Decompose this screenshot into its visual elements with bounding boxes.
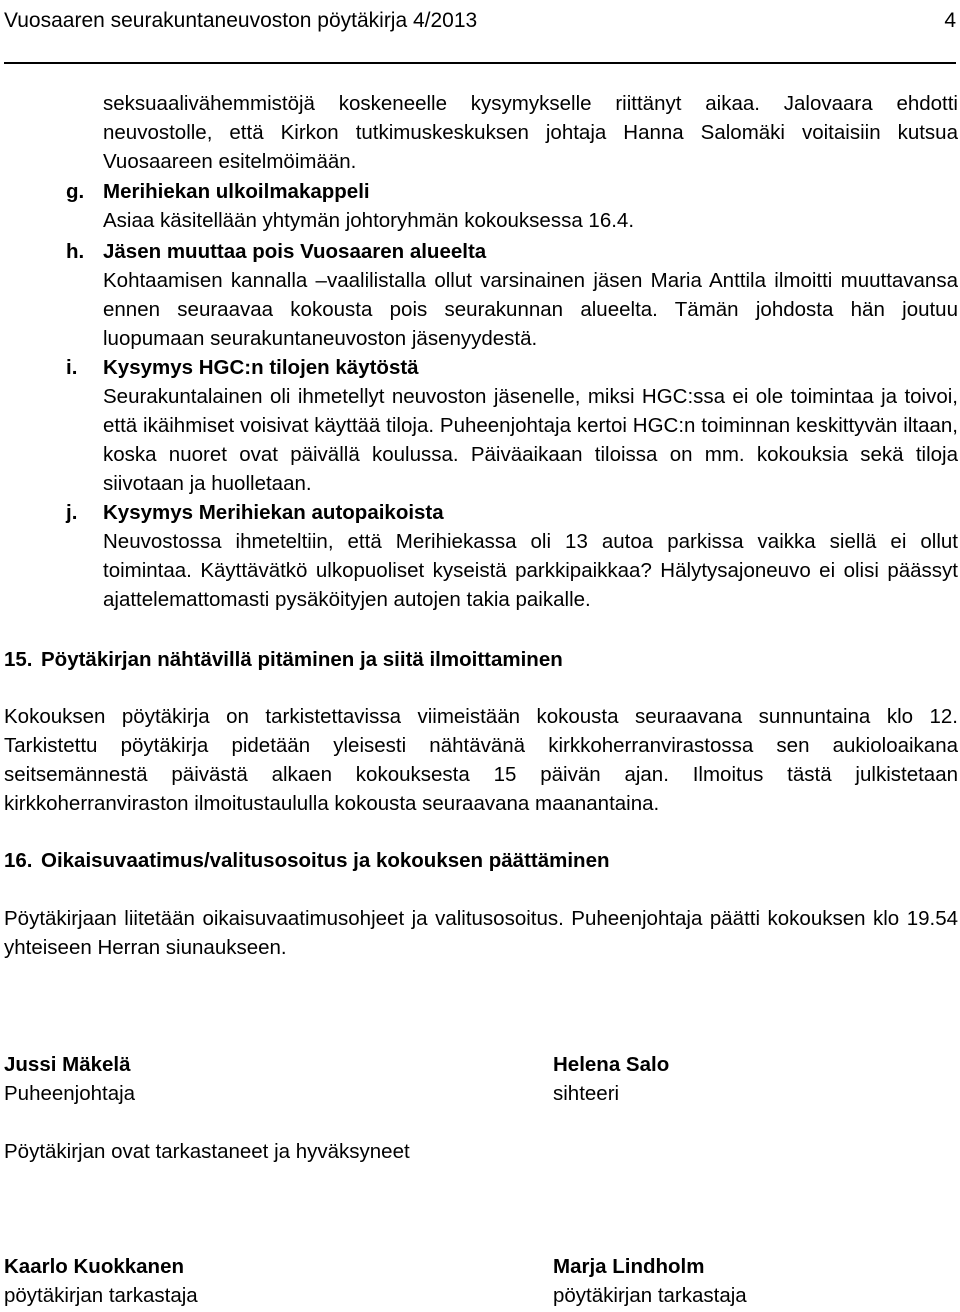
page-number: 4 xyxy=(944,9,956,32)
item-heading: Kysymys HGC:n tilojen käytöstä xyxy=(103,356,419,379)
section-number: 15. xyxy=(4,648,33,671)
signature-role-examiner-2: pöytäkirjan tarkastaja xyxy=(553,1284,747,1307)
section-title: Pöytäkirjan nähtävillä pitäminen ja siitä ilmoittaminen xyxy=(41,648,563,671)
section-title: Oikaisuvaatimus/valitusosoitus ja kokouksen päättäminen xyxy=(41,849,610,872)
item-body: Asiaa käsitellään yhtymän johtoryhmän kokouksessa 16.4. xyxy=(103,209,635,232)
page-header xyxy=(4,2,956,64)
intro-paragraph: seksuaalivähemmistöjä koskeneelle kysymykselle riittänyt aikaa. Jalovaara ehdotti neuvostolle, että Kirkon tutkimuskeskuksen johtaja Hanna Salomäki voitaisiin kutsua Vuosaareen esitelmöimään. xyxy=(103,92,958,173)
section-16-heading xyxy=(4,846,610,875)
section-16-body: Pöytäkirjaan liitetään oikaisuvaatimusohjeet ja valitusosoitus. Puheenjohtaja päätti kokouksen klo 19.54 yhteiseen Herran siunaukseen. xyxy=(4,907,958,959)
item-letter: g. xyxy=(66,180,85,203)
item-letter: h. xyxy=(66,240,85,263)
section-15-body: Kokouksen pöytäkirja on tarkistettavissa viimeistään kokousta seuraavana sunnuntaina klo 12. Tarkistettu pöytäkirja pidetään yleisesti nähtävänä kirkkoherranvirastossa sen aukioloaikana seitsemännestä päivästä alkaen kokouksesta 15 päivän ajan. Ilmoitus tästä julkistetaan kirkkoherranviraston ilmoitustaululla kokousta seuraavana maanantaina. xyxy=(4,705,958,815)
signature-name-examiner-1: Kaarlo Kuokkanen xyxy=(4,1255,184,1278)
document-title: Vuosaaren seurakuntaneuvoston pöytäkirja 4/2013 xyxy=(4,9,478,32)
item-body: Seurakuntalainen oli ihmetellyt neuvoston jäsenelle, miksi HGC:ssa ei ole toimintaa ja toivoi, että ikäihmiset voisivat käyttää tiloja. Puheenjohtaja kertoi HGC:n toiminnan keskittyvän iltaan, koska nuoret ovat päivällä koulussa. Päiväaikaan tiloissa on mm. kokouksia sekä tiloja siivotaan ja huolletaan. xyxy=(103,385,958,495)
item-body: Kohtaamisen kannalla –vaalilistalla ollut varsinainen jäsen Maria Anttila ilmoitti muuttavansa ennen seuraavaa kokousta pois seurakunnan alueelta. Tämän johdosta hän joutuu luopumaan seurakuntaneuvoston jäsenyydestä. xyxy=(103,269,958,350)
item-letter: j. xyxy=(66,501,78,524)
signature-role-secretary: sihteeri xyxy=(553,1082,620,1105)
item-letter: i. xyxy=(66,356,78,379)
item-heading: Kysymys Merihiekan autopaikoista xyxy=(103,501,444,524)
item-heading: Merihiekan ulkoilmakappeli xyxy=(103,180,370,203)
section-number: 16. xyxy=(4,849,33,872)
signature-role-examiner-1: pöytäkirjan tarkastaja xyxy=(4,1284,198,1307)
signature-role-chair: Puheenjohtaja xyxy=(4,1082,136,1105)
item-heading: Jäsen muuttaa pois Vuosaaren alueelta xyxy=(103,240,487,263)
signature-name-examiner-2: Marja Lindholm xyxy=(553,1255,705,1278)
item-body: Neuvostossa ihmeteltiin, että Merihiekassa oli 13 autoa parkissa vaikka siellä ei ollut toimintaa. Käyttävätkö ulkopuoliset kyseistä parkkipaikkaa? Hälytysajoneuvo ei olisi päässyt ajattelemattomasti pysäköityjen autojen takia paikalle. xyxy=(103,530,958,611)
signature-name-secretary: Helena Salo xyxy=(553,1053,670,1076)
signature-name-chair: Jussi Mäkelä xyxy=(4,1053,131,1076)
section-15-heading xyxy=(4,645,563,674)
verification-statement: Pöytäkirjan ovat tarkastaneet ja hyväksyneet xyxy=(4,1140,410,1163)
